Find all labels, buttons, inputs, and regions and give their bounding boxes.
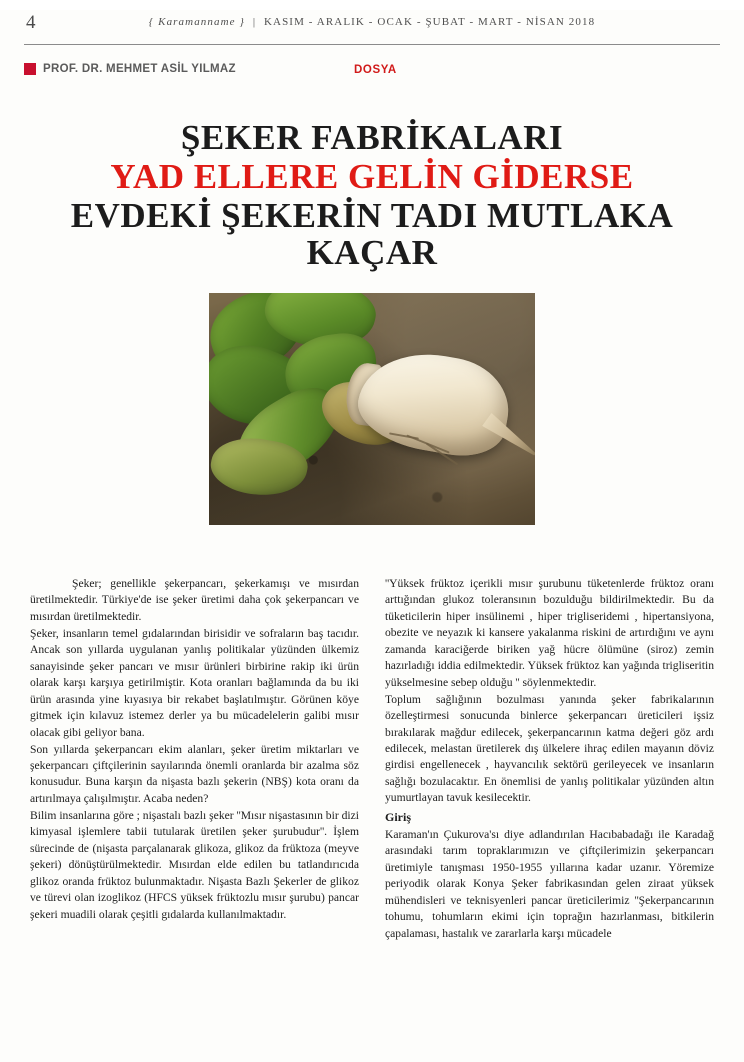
masthead-center [24, 16, 720, 28]
masthead-separator: | [252, 16, 257, 28]
masthead [24, 10, 720, 45]
section-label: DOSYA [354, 64, 397, 76]
issue-dates: KASIM - ARALIK - OCAK - ŞUBAT - MART - NİSAN 2018 [264, 16, 596, 28]
paragraph: Son yıllarda şekerpancarı ekim alanları, şeker üretim miktarları ve şekerpancarı çiftçilerinin sayılarında önemli oranlarda bir azalma söz konusudur. Buna karşın da nişasta bazlı şekerin (NBŞ) kota oranı da artırılmaya çalışılmıştır. Acaba neden? [30, 742, 359, 805]
sugar-beet-photo [209, 293, 535, 525]
journal-name: { Karamanname } [148, 16, 245, 28]
square-marker-icon [24, 63, 36, 75]
paragraph: Şeker, insanların temel gıdalarından birisidir ve sofraların baş tacıdır. Ancak son yıllarda uygulanan yanlış politikalar yüzünden ülkemiz sanayisinde şeker pancarı ve mısır ürünleri birbirine rakip iki ürün olarak karşı karşıya getirilmiştir. Kota oranları bağlamında da bu iki ürün arasında yine kıyasıya bir rekabet başlatılmıştır. Görünen köye gitmek için kılavuz istemez derler ya bu mücadelelerin galibi mısır olacak gibi geliyor bana. [30, 626, 359, 739]
paragraph: Toplum sağlığının bozulması yanında şeker fabrikalarının özelleştirmesi sonucunda binlerce şekerpancarı üreticileri işsiz bırakılarak mağdur edilecek, şekerpancarının katma değeri göz ardı edilecek, melastan üretilerek dış ülkelere ihraç edilen mayanın döviz girdisi engellenecek , hayvancılık sektörü gerileyecek ve insanların sağlığı bozulacaktır. En önemlisi de yanlış politikalar yüzünden altın yumurtlayan tavuk kesilecektir. [385, 692, 714, 805]
column-right [385, 576, 714, 1054]
paragraph: Bilim insanlarına göre ; nişastalı bazlı şeker ''Mısır nişastasının bir dizi kimyasal işlemlere tabii tutularak üretilen şeker şurubudur''. İşlem sürecinde de (nişasta parçalanarak glikoza, glikoz da früktoza (meyve şekeri) dönüştürülmektedir. Mısırdan elde edilen bu tatlandırıcıda glikoz oranda früktoz bulunmaktadır. Nişasta Bazlı Şekerler de glikoz ve türevi olan izoglikoz (HFCS yüksek früktozlu mısır şurubu) pancar şekeri muadili olarak çeşitli gıdalarda kullanılmaktadır. [30, 808, 359, 921]
paragraph: ''Yüksek früktoz içerikli mısır şurubunu tüketenlerde früktoz oranı arttığından glukoz toleransının bozulduğu bildirilmektedir. Bu da tüketicilerin hiper insülinemi , hiper trigliseridemi , hipertansiyona, obezite ve neyazık ki kansere yakalanma riskini de artırdığını ve aynı zamanda karaciğerde biriken yağ hücre ölümüne (siroz) zemin hazırladığı iddia edilmektedir. Yüksek früktoz kan yağında trigliseritin yükselmesine sebep olduğu '' söylenmektedir. [385, 577, 714, 689]
page-number: 4 [26, 12, 36, 33]
headline-line-2: YAD ELLERE GELİN GİDERSE [110, 157, 634, 197]
column-left [30, 576, 359, 1054]
paragraph: Karaman'ın Çukurova'sı diye adlandırılan Hacıbabadağı ile Karadağ arasındaki tarım topraklarımızın ve çiftçilerimizin şekerpancarı üretimiyle tanışması 1950-1955 yıllarına kadar uzanır. Yöremize periyodik olarak Konya Şeker fabrikasından gelen ziraat yüksek mühendisleri ve teknisyenleri pancar üreticilerimiz ''Şekerpancarının tohumu, tohumların ekimi için toprağın hazırlanması, bitkilerin çapalaması, hastalık ve zararlarla karşı mücadele [385, 827, 714, 940]
headline-line-1: ŞEKER FABRİKALARI [180, 118, 564, 157]
byline [24, 63, 236, 75]
magazine-page [0, 10, 744, 1062]
page-title [26, 119, 718, 271]
author-name: PROF. DR. MEHMET ASİL YILMAZ [43, 63, 236, 75]
article-body [30, 576, 714, 1054]
byline-row [24, 63, 720, 85]
headline-line-3: EVDEKİ ŞEKERİN TADI MUTLAKA KAÇAR [70, 196, 674, 273]
subheading: Giriş [385, 809, 411, 824]
paragraph: Şeker; genellikle şekerpancarı, şekerkamışı ve mısırdan üretilmektedir. Türkiye'de ise şeker üretimi daha çok şekerpancarı ve mısırdan üretilmektedir. [30, 577, 359, 623]
